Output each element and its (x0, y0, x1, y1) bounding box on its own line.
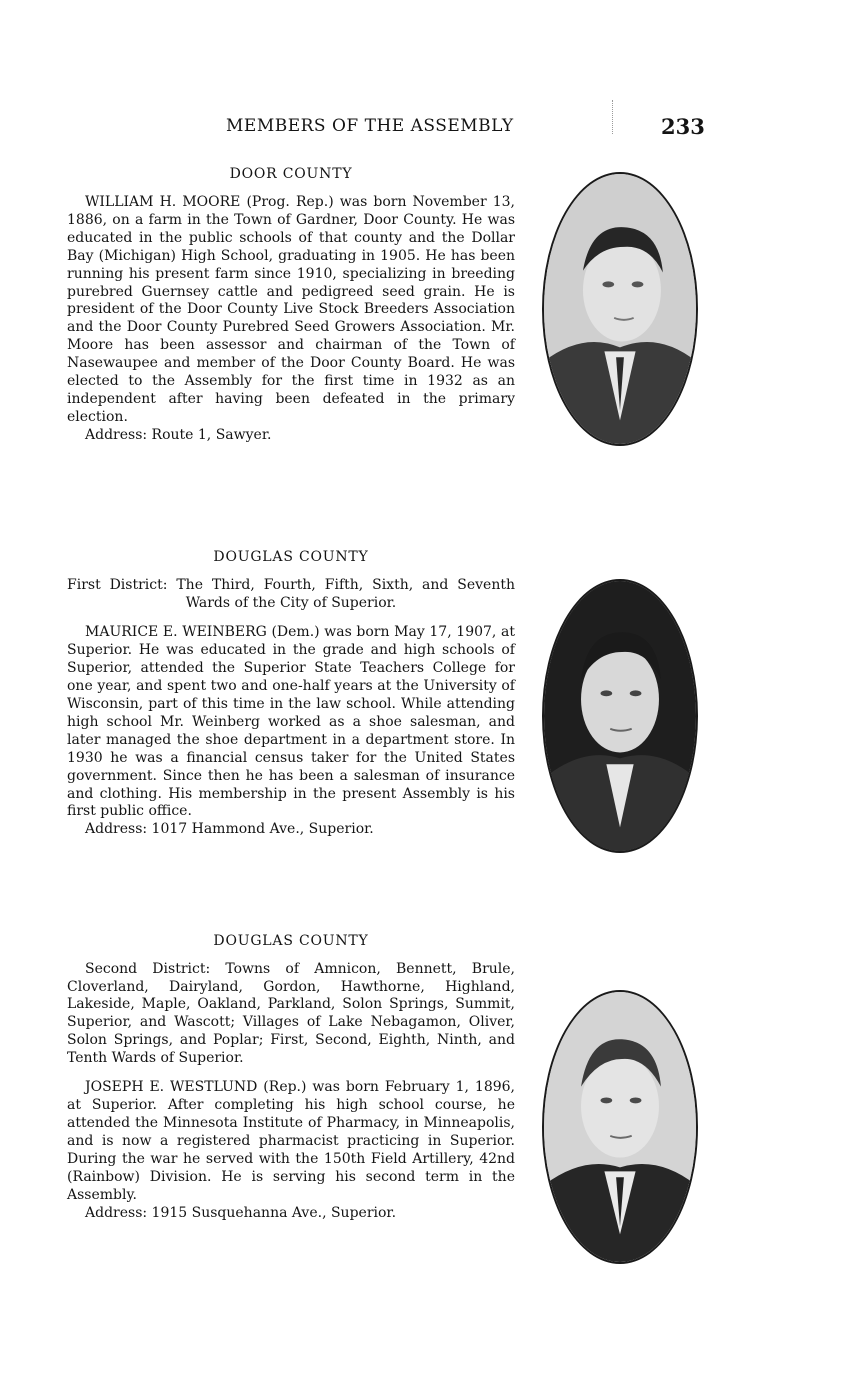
address: Address: 1915 Susquehanna Ave., Superior. (85, 1204, 397, 1221)
entry-door-county (67, 166, 515, 445)
county-heading: DOOR COUNTY (229, 166, 353, 182)
portrait-photo (542, 172, 698, 446)
entry-douglas-first-district (67, 549, 515, 839)
address: Address: Route 1, Sawyer. (85, 426, 272, 443)
address: Address: 1017 Hammond Ave., Superior. (85, 821, 374, 838)
district-description: First District: The Third, Fourth, Fifth, Sixth, and Seventh Wards of the City of Superior. (67, 577, 515, 611)
page-number: 233 (661, 114, 705, 139)
biography: JOSEPH E. WESTLUND (Rep.) was born February 1, 1896, at Superior. After completing his high school course, he attended the Minnesota Institute of Pharmacy, in Minneapolis, and is now a registered pharmacist practicing in Superior. During the war he served with the 150th Field Artillery, 42nd (Rainbow) Division. He is serving his second term in the Assembly. (67, 1079, 515, 1203)
district-description: Second District: Towns of Amnicon, Bennett, Brule, Cloverland, Dairyland, Gordon, Hawthorne, Highland, Lakeside, Maple, Oakland, Parkland, Solon Springs, Summit, Superior, and Wascott; Villages of Lake Nebagamon, Oliver, Solon Springs, and Poplar; First, Second, Eighth, Ninth, and Tenth Wards of Superior. (67, 961, 515, 1066)
county-heading: DOUGLAS COUNTY (213, 549, 369, 565)
gutter-mark (612, 100, 614, 134)
running-header: MEMBERS OF THE ASSEMBLY (226, 116, 514, 136)
entry-douglas-second-district (67, 933, 515, 1222)
portrait-photo (542, 579, 698, 853)
portrait-photo (542, 990, 698, 1264)
county-heading: DOUGLAS COUNTY (213, 933, 369, 949)
biography: WILLIAM H. MOORE (Prog. Rep.) was born November 13, 1886, on a farm in the Town of Gardner, Door County. He was educated in the public schools of that county and the Dollar Bay (Michigan) High School, graduating in 1905. He has been running his present farm since 1910, specializing in breeding purebred Guernsey cattle and pedigreed seed grain. He is president of the Door County Live Stock Breeders Association and the Door County Purebred Seed Growers Association. Mr. Moore has been assessor and chairman of the Town of Nasewaupee and member of the Door County Board. He was elected to the Assembly for the first time in 1932 as an independent after having been defeated in the primary election. (67, 194, 515, 425)
biography: MAURICE E. WEINBERG (Dem.) was born May 17, 1907, at Superior. He was educated in the grade and high schools of Superior, attended the Superior State Teachers College for one year, and spent two and one-half years at the University of Wisconsin, part of this time in the law school. While attending high school Mr. Weinberg worked as a shoe salesman, and later managed the shoe department in a department store. In 1930 he was a financial census taker for the United States government. Since then he has been a salesman of insurance and clothing. His membership in the present Assembly is his first public office. (67, 624, 515, 820)
